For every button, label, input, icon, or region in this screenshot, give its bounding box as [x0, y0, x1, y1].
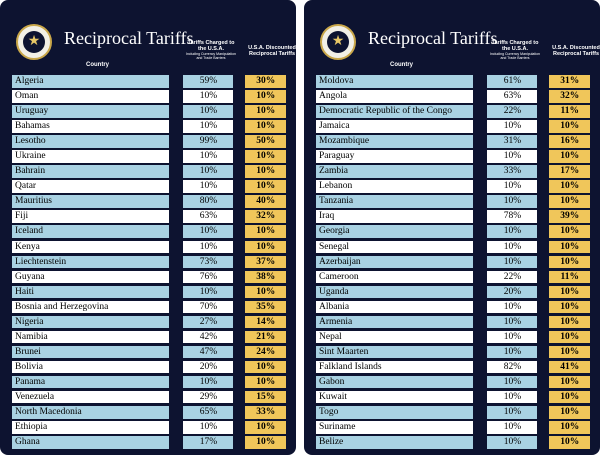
table-row: [316, 241, 590, 254]
table-row: [12, 225, 286, 238]
tariff-charged-cell: 10%: [183, 165, 233, 178]
table-row: [12, 316, 286, 329]
country-cell: Lebanon: [316, 180, 473, 193]
tariff-charged-cell: 20%: [183, 361, 233, 374]
discounted-tariff-cell: 38%: [245, 271, 286, 284]
discounted-tariff-cell: 10%: [549, 120, 590, 133]
country-cell: Iraq: [316, 210, 473, 223]
tariff-charged-cell: 10%: [487, 406, 537, 419]
discounted-tariff-cell: 33%: [245, 406, 286, 419]
tariff-charged-cell: 78%: [487, 210, 537, 223]
country-column-header: Country: [86, 62, 109, 68]
tariff-charged-cell: 27%: [183, 316, 233, 329]
tariff-charged-cell: 73%: [183, 256, 233, 269]
discounted-tariff-cell: 10%: [549, 406, 590, 419]
tariff-charged-cell: 65%: [183, 406, 233, 419]
table-row: [316, 286, 590, 299]
table-row: [316, 376, 590, 389]
page-title: Reciprocal Tariffs: [368, 28, 498, 48]
discounted-tariff-cell: 32%: [245, 210, 286, 223]
tariff-charged-cell: 76%: [183, 271, 233, 284]
country-cell: Qatar: [12, 180, 169, 193]
discounted-tariff-cell: 10%: [245, 165, 286, 178]
discounted-tariff-cell: 35%: [245, 301, 286, 314]
table-row: [12, 195, 286, 208]
country-cell: Brunei: [12, 346, 169, 359]
tariff-charged-cell: 10%: [487, 150, 537, 163]
discounted-tariff-cell: 10%: [245, 376, 286, 389]
tariff-charged-cell: 29%: [183, 391, 233, 404]
discounted-tariff-cell: 10%: [549, 301, 590, 314]
country-cell: Sint Maarten: [316, 346, 473, 359]
country-cell: Suriname: [316, 421, 473, 434]
charged-header-sub: Including Currency Manipulation and Trade Barriers: [186, 52, 236, 60]
table-row: [316, 135, 590, 148]
country-cell: Jamaica: [316, 120, 473, 133]
country-cell: Bosnia and Herzegovina: [12, 301, 169, 314]
country-cell: Panama: [12, 376, 169, 389]
table-row: [12, 210, 286, 223]
tariff-charged-cell: 10%: [183, 225, 233, 238]
discounted-tariff-cell: 11%: [549, 271, 590, 284]
tariff-charged-cell: 20%: [487, 286, 537, 299]
table-row: [12, 271, 286, 284]
tariff-charged-cell: 22%: [487, 271, 537, 284]
tariff-charged-cell: 10%: [487, 436, 537, 449]
discounted-tariff-cell: 10%: [549, 241, 590, 254]
tariff-charged-cell: 10%: [487, 180, 537, 193]
country-cell: Zambia: [316, 165, 473, 178]
table-row: [316, 316, 590, 329]
discounted-tariff-cell: 16%: [549, 135, 590, 148]
discounted-tariff-cell: 10%: [549, 346, 590, 359]
country-cell: Bahamas: [12, 120, 169, 133]
tariff-panel-right: [304, 0, 600, 455]
discounted-tariff-cell: 10%: [245, 180, 286, 193]
country-cell: Armenia: [316, 316, 473, 329]
tariff-charged-cell: 10%: [183, 241, 233, 254]
tariff-charged-cell: 61%: [487, 75, 537, 88]
table-row: [12, 301, 286, 314]
country-cell: Democratic Republic of the Congo: [316, 105, 473, 118]
discounted-tariff-cell: 32%: [549, 90, 590, 103]
country-cell: Georgia: [316, 225, 473, 238]
tariff-charged-cell: 59%: [183, 75, 233, 88]
tariff-charged-cell: 10%: [487, 391, 537, 404]
tariff-charged-cell: 42%: [183, 331, 233, 344]
tariff-charged-cell: 10%: [183, 150, 233, 163]
table-row: [12, 436, 286, 449]
country-cell: North Macedonia: [12, 406, 169, 419]
table-row: [12, 120, 286, 133]
table-row: [12, 421, 286, 434]
table-row: [316, 406, 590, 419]
table-row: [316, 301, 590, 314]
discounted-tariff-cell: 10%: [549, 286, 590, 299]
table-row: [316, 271, 590, 284]
tariff-charged-cell: 33%: [487, 165, 537, 178]
table-row: [316, 225, 590, 238]
discounted-tariff-cell: 50%: [245, 135, 286, 148]
country-cell: Mozambique: [316, 135, 473, 148]
tariff-charged-cell: 82%: [487, 361, 537, 374]
page-title: Reciprocal Tariffs: [64, 28, 194, 48]
country-cell: Uganda: [316, 286, 473, 299]
presidential-seal-icon: ★: [320, 24, 356, 60]
country-cell: Angola: [316, 90, 473, 103]
tariff-charged-cell: 10%: [183, 105, 233, 118]
discounted-tariff-cell: 10%: [245, 286, 286, 299]
country-cell: Bolivia: [12, 361, 169, 374]
discounted-tariff-cell: 10%: [549, 150, 590, 163]
discounted-tariff-cell: 10%: [549, 421, 590, 434]
discounted-tariff-cell: 31%: [549, 75, 590, 88]
country-cell: Namibia: [12, 331, 169, 344]
tariff-charged-cell: 17%: [183, 436, 233, 449]
country-cell: Falkland Islands: [316, 361, 473, 374]
discounted-tariff-cell: 39%: [549, 210, 590, 223]
tariff-charged-cell: 10%: [487, 120, 537, 133]
tariff-charged-cell: 10%: [487, 331, 537, 344]
table-row: [316, 331, 590, 344]
tariff-charged-cell: 10%: [487, 241, 537, 254]
table-row: [12, 361, 286, 374]
tariff-charged-cell: 10%: [183, 286, 233, 299]
table-row: [12, 90, 286, 103]
table-row: [316, 180, 590, 193]
country-cell: Fiji: [12, 210, 169, 223]
table-row: [316, 165, 590, 178]
discount-column-header: U.S.A. Discounted Reciprocal Tariffs: [552, 45, 600, 57]
charged-column-header: [488, 40, 542, 60]
discounted-tariff-cell: 10%: [245, 436, 286, 449]
table-row: [12, 135, 286, 148]
country-cell: Togo: [316, 406, 473, 419]
table-row: [316, 90, 590, 103]
tariff-charged-cell: 10%: [183, 376, 233, 389]
country-cell: Senegal: [316, 241, 473, 254]
panel-header: [12, 12, 296, 75]
tariff-charged-cell: 10%: [487, 301, 537, 314]
discounted-tariff-cell: 10%: [549, 391, 590, 404]
table-row: [12, 180, 286, 193]
table-row: [316, 391, 590, 404]
discounted-tariff-cell: 10%: [549, 436, 590, 449]
tariff-charged-cell: 31%: [487, 135, 537, 148]
table-row: [12, 241, 286, 254]
tariff-charged-cell: 80%: [183, 195, 233, 208]
country-cell: Mauritius: [12, 195, 169, 208]
discounted-tariff-cell: 21%: [245, 331, 286, 344]
country-cell: Haiti: [12, 286, 169, 299]
country-cell: Uruguay: [12, 105, 169, 118]
tariff-panel-left: [0, 0, 296, 455]
table-row: [12, 391, 286, 404]
country-cell: Venezuela: [12, 391, 169, 404]
discounted-tariff-cell: 10%: [549, 180, 590, 193]
table-row: [316, 195, 590, 208]
discounted-tariff-cell: 30%: [245, 75, 286, 88]
discounted-tariff-cell: 10%: [245, 421, 286, 434]
discounted-tariff-cell: 41%: [549, 361, 590, 374]
country-cell: Ghana: [12, 436, 169, 449]
table-row: [12, 165, 286, 178]
tariff-charged-cell: 10%: [183, 90, 233, 103]
tariff-charged-cell: 10%: [487, 316, 537, 329]
table-row: [316, 361, 590, 374]
country-cell: Cameroon: [316, 271, 473, 284]
table-row: [12, 256, 286, 269]
discounted-tariff-cell: 10%: [245, 150, 286, 163]
tariff-charged-cell: 10%: [183, 421, 233, 434]
table-row: [12, 331, 286, 344]
charged-header-main: Tariffs Charged to the U.S.A.: [187, 40, 235, 52]
tariff-charged-cell: 10%: [487, 376, 537, 389]
country-cell: Ethiopia: [12, 421, 169, 434]
country-cell: Moldova: [316, 75, 473, 88]
country-cell: Belize: [316, 436, 473, 449]
tariff-charged-cell: 22%: [487, 105, 537, 118]
country-cell: Paraguay: [316, 150, 473, 163]
table-row: [316, 150, 590, 163]
charged-header-main: Tariffs Charged to the U.S.A.: [491, 40, 539, 52]
country-cell: Azerbaijan: [316, 256, 473, 269]
country-cell: Tanzania: [316, 195, 473, 208]
tariff-charged-cell: 10%: [183, 180, 233, 193]
country-cell: Gabon: [316, 376, 473, 389]
discounted-tariff-cell: 10%: [245, 105, 286, 118]
discounted-tariff-cell: 14%: [245, 316, 286, 329]
tariff-list-right: [316, 75, 590, 449]
discount-column-header: U.S.A. Discounted Reciprocal Tariffs: [248, 45, 296, 57]
tariff-charged-cell: 10%: [487, 225, 537, 238]
tariff-charged-cell: 70%: [183, 301, 233, 314]
table-row: [316, 436, 590, 449]
discounted-tariff-cell: 40%: [245, 195, 286, 208]
table-row: [12, 376, 286, 389]
tariff-charged-cell: 63%: [487, 90, 537, 103]
table-row: [316, 346, 590, 359]
table-row: [12, 105, 286, 118]
table-row: [12, 150, 286, 163]
discounted-tariff-cell: 10%: [549, 225, 590, 238]
country-cell: Lesotho: [12, 135, 169, 148]
discounted-tariff-cell: 37%: [245, 256, 286, 269]
discounted-tariff-cell: 10%: [549, 376, 590, 389]
discounted-tariff-cell: 10%: [245, 361, 286, 374]
table-row: [316, 75, 590, 88]
tariff-charged-cell: 99%: [183, 135, 233, 148]
discounted-tariff-cell: 17%: [549, 165, 590, 178]
discounted-tariff-cell: 10%: [549, 331, 590, 344]
country-cell: Ukraine: [12, 150, 169, 163]
discounted-tariff-cell: 24%: [245, 346, 286, 359]
table-row: [12, 406, 286, 419]
panel-header: [316, 12, 600, 75]
tariff-charged-cell: 10%: [487, 346, 537, 359]
country-cell: Nigeria: [12, 316, 169, 329]
table-row: [12, 286, 286, 299]
tariff-charged-cell: 10%: [487, 195, 537, 208]
country-cell: Oman: [12, 90, 169, 103]
country-cell: Liechtenstein: [12, 256, 169, 269]
charged-header-sub: Including Currency Manipulation and Trade Barriers: [490, 52, 540, 60]
tariff-list-left: [12, 75, 286, 449]
country-cell: Nepal: [316, 331, 473, 344]
discounted-tariff-cell: 10%: [245, 225, 286, 238]
table-row: [316, 421, 590, 434]
country-cell: Bahrain: [12, 165, 169, 178]
table-row: [316, 120, 590, 133]
presidential-seal-icon: ★: [16, 24, 52, 60]
tariff-charged-cell: 63%: [183, 210, 233, 223]
discounted-tariff-cell: 10%: [549, 195, 590, 208]
country-cell: Algeria: [12, 75, 169, 88]
country-cell: Kuwait: [316, 391, 473, 404]
discounted-tariff-cell: 10%: [549, 256, 590, 269]
table-row: [316, 256, 590, 269]
country-column-header: Country: [390, 62, 413, 68]
tariff-charged-cell: 10%: [183, 120, 233, 133]
discounted-tariff-cell: 10%: [549, 316, 590, 329]
country-cell: Guyana: [12, 271, 169, 284]
country-cell: Kenya: [12, 241, 169, 254]
table-row: [12, 346, 286, 359]
discounted-tariff-cell: 10%: [245, 241, 286, 254]
country-cell: Albania: [316, 301, 473, 314]
tariff-charged-cell: 47%: [183, 346, 233, 359]
charged-column-header: [184, 40, 238, 60]
discounted-tariff-cell: 10%: [245, 90, 286, 103]
table-row: [316, 210, 590, 223]
discounted-tariff-cell: 10%: [245, 120, 286, 133]
table-row: [316, 105, 590, 118]
tariff-charged-cell: 10%: [487, 256, 537, 269]
table-row: [12, 75, 286, 88]
discounted-tariff-cell: 11%: [549, 105, 590, 118]
country-cell: Iceland: [12, 225, 169, 238]
discounted-tariff-cell: 15%: [245, 391, 286, 404]
tariff-charged-cell: 10%: [487, 421, 537, 434]
